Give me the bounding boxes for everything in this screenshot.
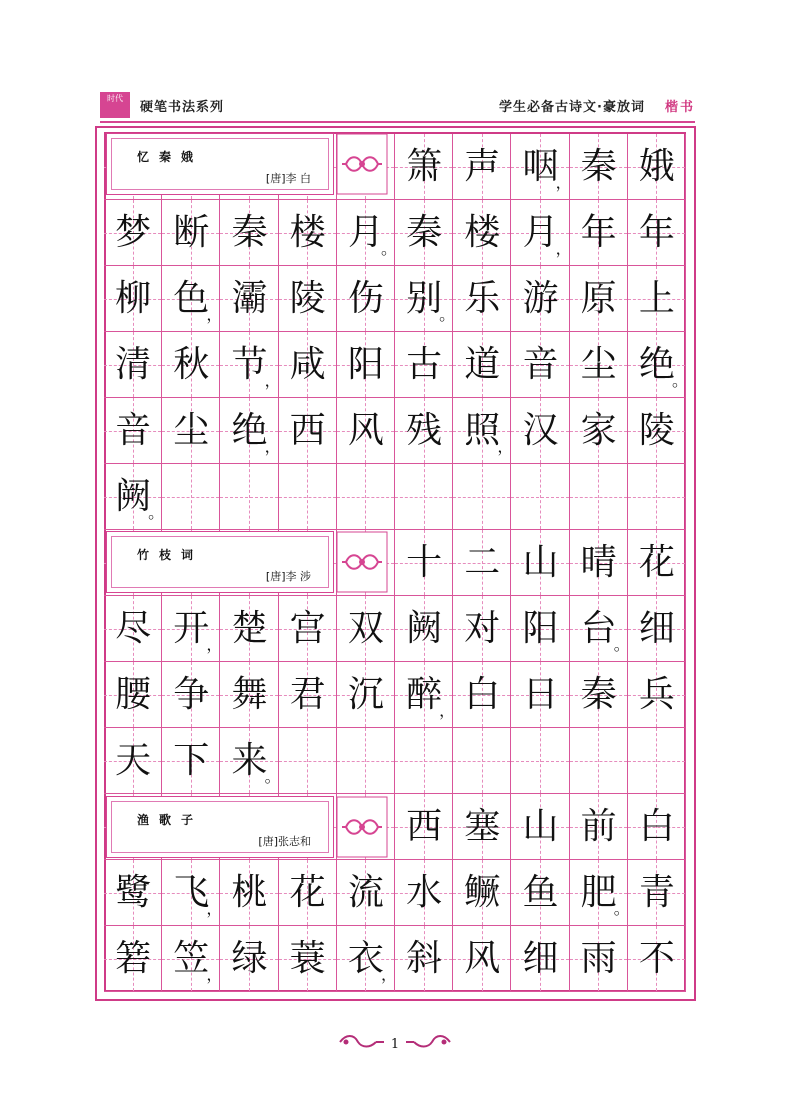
- character: 箫: [406, 146, 443, 187]
- grid-cell: [628, 530, 686, 596]
- grid-cell: [337, 398, 395, 464]
- grid-row: [104, 596, 686, 662]
- grid-cell: [511, 134, 572, 200]
- punctuation-mark: ，: [206, 305, 223, 324]
- grid-cell: [104, 464, 165, 530]
- character: 楼: [464, 212, 501, 253]
- character: 不: [638, 938, 675, 979]
- grid-cell: [220, 266, 278, 332]
- character: 前: [580, 806, 617, 847]
- character: 月: [522, 212, 559, 253]
- character: 阙: [406, 608, 443, 649]
- character: 声: [464, 146, 501, 187]
- character: 秦: [580, 146, 617, 187]
- character: 十: [406, 542, 443, 583]
- floral-ornament-icon: [336, 796, 388, 858]
- character: 汉: [522, 410, 559, 451]
- script-style-label: 楷书: [664, 100, 695, 115]
- character: 桃: [231, 872, 268, 913]
- grid-cell: [162, 728, 220, 794]
- grid-cell: [279, 596, 337, 662]
- punctuation-mark: ，: [380, 965, 397, 984]
- character: 天: [115, 740, 152, 781]
- character: 尘: [580, 344, 617, 385]
- character: 伤: [347, 278, 384, 319]
- character: 细: [638, 608, 675, 649]
- grid-cell: [570, 332, 628, 398]
- character: 秦: [406, 212, 443, 253]
- poem-author: [唐]李 白: [265, 172, 311, 185]
- grid-cell: [279, 398, 337, 464]
- character: 舞: [231, 674, 268, 715]
- grid-row: [104, 200, 686, 266]
- grid-cell: [453, 530, 511, 596]
- grid-cell: [395, 332, 453, 398]
- grid-cell: [453, 332, 511, 398]
- grid-row: [104, 398, 686, 464]
- character: 细: [522, 938, 559, 979]
- punctuation-mark: ，: [264, 371, 281, 390]
- punctuation-mark: ，: [206, 635, 223, 654]
- character: 尘: [173, 410, 210, 451]
- character: 道: [464, 344, 501, 385]
- grid-cell: [220, 398, 281, 464]
- grid-cell: [395, 200, 453, 266]
- grid-cell: [395, 134, 453, 200]
- grid-cell: [511, 332, 569, 398]
- character: 斜: [406, 938, 443, 979]
- character: 山: [522, 542, 559, 583]
- poem-author: [唐]李 涉: [265, 570, 311, 583]
- grid-cell: [279, 464, 337, 530]
- grid-cell: [511, 596, 569, 662]
- grid-cell: [570, 266, 628, 332]
- grid-cell: [511, 860, 569, 926]
- grid-cell: [570, 860, 628, 926]
- character: 西: [406, 806, 443, 847]
- character: 节: [231, 344, 268, 385]
- character: 残: [406, 410, 443, 451]
- grid-cell: [628, 860, 686, 926]
- poem-title: 竹枝词: [137, 548, 204, 562]
- grid-row: [104, 332, 686, 398]
- grid-cell: [162, 200, 220, 266]
- grid-cell: [570, 134, 628, 200]
- punctuation-mark: ，: [497, 437, 514, 456]
- grid-cell: [395, 728, 453, 794]
- character: 咸: [289, 344, 326, 385]
- grid-cell: [337, 860, 395, 926]
- character: 绿: [231, 938, 268, 979]
- character: 音: [522, 344, 559, 385]
- character: 开: [173, 608, 210, 649]
- character: 照: [464, 410, 501, 451]
- character: 楚: [231, 608, 268, 649]
- grid-cell: [279, 728, 337, 794]
- grid-cell: [279, 332, 337, 398]
- page-number: 1: [390, 1037, 400, 1052]
- grid-cell: [511, 200, 572, 266]
- character: 君: [289, 674, 326, 715]
- grid-cell: [570, 728, 628, 794]
- character: 来: [231, 740, 268, 781]
- grid-cell: [104, 926, 162, 992]
- grid-cell: [395, 860, 453, 926]
- character: 游: [522, 278, 559, 319]
- character: 秦: [580, 674, 617, 715]
- character: 陵: [638, 410, 675, 451]
- character: 鹭: [115, 872, 152, 913]
- character: 花: [638, 542, 675, 583]
- grid-cell: [628, 200, 686, 266]
- grid-cell: [279, 926, 337, 992]
- grid-cell: [453, 398, 514, 464]
- grid-cell: [337, 200, 395, 266]
- grid-cell: [395, 398, 453, 464]
- grid-cell: [453, 464, 511, 530]
- grid-cell: [628, 662, 686, 728]
- character: 宫: [289, 608, 326, 649]
- grid-cell: [279, 200, 337, 266]
- character: 尽: [115, 608, 152, 649]
- character: 塞: [464, 806, 501, 847]
- grid-cell: [628, 398, 686, 464]
- grid-cell: [395, 530, 453, 596]
- grid-cell: [511, 464, 569, 530]
- character: 原: [580, 278, 617, 319]
- book-title: 学生必备古诗文·豪放词: [499, 100, 645, 115]
- character: 秦: [231, 212, 268, 253]
- grid-cell: [628, 596, 686, 662]
- grid-cell: [511, 398, 569, 464]
- poem-title: 忆秦娥: [137, 150, 204, 164]
- grid-cell: [570, 596, 628, 662]
- character: 二: [464, 542, 501, 583]
- grid-cell: [162, 662, 220, 728]
- page-header: [100, 90, 695, 120]
- grid-cell: [570, 662, 628, 728]
- poem-title-box: [106, 133, 334, 195]
- grid-row: [104, 860, 686, 926]
- character: 清: [115, 344, 152, 385]
- character: 阳: [522, 608, 559, 649]
- character: 蓑: [289, 938, 326, 979]
- grid-cell: [453, 596, 511, 662]
- punctuation-mark: 。: [380, 239, 397, 258]
- right-swirl-icon: [404, 1034, 452, 1050]
- character: 音: [115, 410, 152, 451]
- grid-cell: [337, 662, 395, 728]
- grid-cell: [220, 596, 278, 662]
- grid-cell: [453, 860, 511, 926]
- character: 灞: [231, 278, 268, 319]
- grid-row: [104, 266, 686, 332]
- character: 绝: [638, 344, 675, 385]
- grid-cell: [279, 266, 337, 332]
- grid-cell: [162, 266, 223, 332]
- grid-cell: [570, 926, 628, 992]
- character: 水: [406, 872, 443, 913]
- grid-cell: [220, 860, 278, 926]
- punctuation-mark: 。: [613, 635, 630, 654]
- grid-cell: [337, 596, 395, 662]
- page-footer: [0, 1034, 790, 1058]
- punctuation-mark: ，: [439, 701, 456, 720]
- grid-cell: [395, 794, 453, 860]
- grid-cell: [279, 860, 337, 926]
- character: 箬: [115, 938, 152, 979]
- character: 日: [522, 674, 559, 715]
- punctuation-mark: ，: [555, 239, 572, 258]
- punctuation-mark: ，: [206, 899, 223, 918]
- character: 争: [173, 674, 210, 715]
- character: 楼: [289, 212, 326, 253]
- character: 沉: [347, 674, 384, 715]
- character: 兵: [638, 674, 675, 715]
- grid-cell: [104, 728, 162, 794]
- punctuation-mark: 。: [148, 503, 165, 522]
- grid-cell: [395, 926, 453, 992]
- punctuation-mark: ，: [555, 173, 572, 192]
- character: 台: [580, 608, 617, 649]
- header-divider: [100, 121, 695, 123]
- grid-cell: [162, 926, 223, 992]
- character: 飞: [173, 872, 210, 913]
- grid-cell: [511, 662, 569, 728]
- grid-cell: [511, 794, 569, 860]
- grid-cell: [104, 398, 162, 464]
- series-title: 硬笔书法系列: [140, 100, 225, 115]
- grid-cell: [395, 662, 456, 728]
- punctuation-mark: 。: [264, 767, 281, 786]
- grid-cell: [453, 266, 511, 332]
- punctuation-mark: 。: [439, 305, 456, 324]
- character: 白: [464, 674, 501, 715]
- character: 双: [347, 608, 384, 649]
- grid-cell: [628, 134, 686, 200]
- grid-cell: [453, 728, 511, 794]
- character: 上: [638, 278, 675, 319]
- character: 肥: [580, 872, 617, 913]
- grid-cell: [337, 332, 395, 398]
- character: 绝: [231, 410, 268, 451]
- character: 阙: [115, 476, 152, 517]
- character: 腰: [115, 674, 152, 715]
- character: 下: [173, 740, 210, 781]
- grid-cell: [104, 200, 162, 266]
- character: 对: [464, 608, 501, 649]
- character: 醉: [406, 674, 443, 715]
- floral-ornament-icon: [336, 133, 388, 195]
- grid-cell: [628, 332, 686, 398]
- poem-title-box: [106, 531, 334, 593]
- character: 风: [464, 938, 501, 979]
- grid-row: [104, 926, 686, 992]
- character: 柳: [115, 278, 152, 319]
- grid-cell: [104, 332, 162, 398]
- grid-cell: [162, 332, 220, 398]
- grid-cell: [511, 530, 569, 596]
- character: 乐: [464, 278, 501, 319]
- grid-cell: [104, 596, 162, 662]
- grid-cell: [162, 860, 223, 926]
- poem-title-box: [106, 796, 334, 858]
- grid-cell: [453, 926, 511, 992]
- character: 家: [580, 410, 617, 451]
- grid-cell: [220, 200, 278, 266]
- character: 秋: [173, 344, 210, 385]
- character: 花: [289, 872, 326, 913]
- grid-cell: [628, 728, 686, 794]
- publisher-logo: 时代: [100, 92, 130, 118]
- punctuation-mark: ，: [264, 437, 281, 456]
- grid-cell: [162, 398, 220, 464]
- grid-cell: [337, 728, 395, 794]
- grid-cell: [337, 926, 395, 992]
- character: 年: [638, 212, 675, 253]
- grid-cell: [395, 266, 456, 332]
- grid-cell: [104, 662, 162, 728]
- grid-cell: [511, 926, 569, 992]
- grid-cell: [162, 464, 220, 530]
- grid-cell: [395, 596, 453, 662]
- character: 鳜: [464, 872, 501, 913]
- grid-cell: [511, 728, 569, 794]
- grid-cell: [220, 926, 278, 992]
- grid-cell: [220, 662, 278, 728]
- floral-ornament-icon: [336, 531, 388, 593]
- grid-cell: [337, 266, 395, 332]
- grid-cell: [453, 794, 511, 860]
- character: 梦: [115, 212, 152, 253]
- grid-cell: [453, 200, 511, 266]
- character: 色: [173, 278, 210, 319]
- grid-cell: [104, 860, 162, 926]
- character: 陵: [289, 278, 326, 319]
- character: 西: [289, 410, 326, 451]
- grid-cell: [628, 794, 686, 860]
- character: 娥: [638, 146, 675, 187]
- character: 古: [406, 344, 443, 385]
- grid-row: [104, 662, 686, 728]
- character: 青: [638, 872, 675, 913]
- character: 咽: [522, 146, 559, 187]
- character: 笠: [173, 938, 210, 979]
- grid-cell: [220, 464, 278, 530]
- grid-cell: [104, 266, 162, 332]
- character: 衣: [347, 938, 384, 979]
- character: 风: [347, 410, 384, 451]
- character: 白: [638, 806, 675, 847]
- punctuation-mark: ，: [206, 965, 223, 984]
- grid-cell: [511, 266, 569, 332]
- grid-cell: [570, 464, 628, 530]
- character: 鱼: [522, 872, 559, 913]
- character: 雨: [580, 938, 617, 979]
- character: 别: [406, 278, 443, 319]
- grid-cell: [570, 398, 628, 464]
- left-swirl-icon: [338, 1034, 386, 1050]
- grid-cell: [453, 662, 511, 728]
- grid-row: [104, 464, 686, 530]
- grid-cell: [628, 464, 686, 530]
- grid-cell: [337, 464, 395, 530]
- character: 流: [347, 872, 384, 913]
- character: 年: [580, 212, 617, 253]
- poem-author: [唐]张志和: [258, 835, 311, 848]
- grid-cell: [220, 728, 281, 794]
- character: 阳: [347, 344, 384, 385]
- poem-title: 渔歌子: [137, 813, 204, 827]
- grid-cell: [570, 530, 628, 596]
- punctuation-mark: 。: [671, 371, 688, 390]
- character: 月: [347, 212, 384, 253]
- grid-cell: [162, 596, 223, 662]
- grid-cell: [570, 200, 628, 266]
- character: 断: [173, 212, 210, 253]
- grid-cell: [279, 662, 337, 728]
- grid-cell: [570, 794, 628, 860]
- grid-cell: [220, 332, 281, 398]
- grid-cell: [395, 464, 453, 530]
- grid-cell: [628, 266, 686, 332]
- grid-cell: [628, 926, 686, 992]
- character: 晴: [580, 542, 617, 583]
- character: 山: [522, 806, 559, 847]
- grid-cell: [453, 134, 511, 200]
- punctuation-mark: 。: [613, 899, 630, 918]
- grid-row: [104, 728, 686, 794]
